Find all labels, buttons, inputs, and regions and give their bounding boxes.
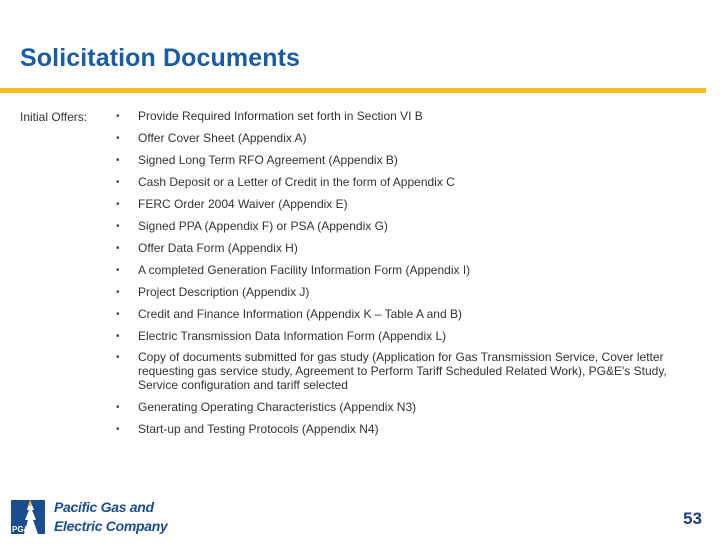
list-item-text: Project Description (Appendix J)	[138, 284, 310, 299]
list-item-text: Credit and Finance Information (Appendix K – Table A and B)	[138, 306, 462, 321]
company-name-line2: Electric Company	[54, 518, 168, 534]
pge-logo	[10, 496, 170, 540]
offer-requirements-list	[116, 110, 706, 436]
company-name-line1: Pacific Gas and	[54, 499, 154, 515]
bullet-icon: •	[116, 242, 120, 254]
bullet-icon: •	[116, 220, 120, 232]
page-number: 53	[683, 509, 702, 528]
list-item-text: Copy of documents submitted for gas study (Application for Gas Transmission Service, Cover letter requesting gas service study, Agreement to Perform Tariff Scheduled Related Work), PG&E's Study, Service configuration and tariff selected	[138, 350, 667, 392]
section-label: Initial Offers:	[20, 110, 88, 124]
list-item	[116, 401, 706, 415]
list-item	[116, 198, 706, 212]
list-item-text: Electric Transmission Data Information Form (Appendix L)	[138, 328, 447, 343]
list-item	[116, 132, 706, 146]
title-divider	[0, 88, 706, 93]
list-item-text: Offer Cover Sheet (Appendix A)	[138, 130, 307, 145]
list-item	[116, 286, 706, 300]
bullet-icon: •	[116, 111, 120, 122]
list-item-text: Signed PPA (Appendix F) or PSA (Appendix G)	[138, 218, 388, 233]
list-item-text: Start-up and Testing Protocols (Appendix N4)	[138, 421, 379, 436]
list-item	[116, 264, 706, 278]
bullet-icon: •	[116, 423, 120, 435]
bullet-icon: •	[116, 264, 120, 276]
list-item	[116, 330, 706, 344]
list-item	[116, 220, 706, 234]
list-item	[116, 423, 706, 437]
list-item	[116, 308, 706, 322]
bullet-icon: •	[116, 352, 120, 364]
list-item-text: Offer Data Form (Appendix H)	[138, 240, 298, 255]
list-item-text: A completed Generation Facility Information Form (Appendix I)	[138, 262, 471, 277]
bullet-icon: •	[116, 308, 120, 320]
list-item	[116, 110, 706, 124]
bullet-icon: •	[116, 286, 120, 298]
list-item-text: Cash Deposit or a Letter of Credit in the form of Appendix C	[138, 174, 455, 189]
list-item-text: Provide Required Information set forth in Section VI B	[138, 109, 423, 123]
svg-text:PG&E: PG&E	[12, 525, 35, 534]
bullet-icon: •	[116, 154, 120, 166]
pge-logo-icon	[10, 496, 48, 540]
list-item-text: Generating Operating Characteristics (Appendix N3)	[138, 399, 417, 414]
list-item-text: Signed Long Term RFO Agreement (Appendix B)	[138, 152, 398, 167]
list-item-text: FERC Order 2004 Waiver (Appendix E)	[138, 196, 348, 211]
list-item	[116, 154, 706, 168]
list-item	[116, 176, 706, 190]
list-item	[116, 351, 706, 392]
bullet-icon: •	[116, 198, 120, 210]
bullet-icon: •	[116, 176, 120, 188]
bullet-icon: •	[116, 330, 120, 342]
list-item	[116, 242, 706, 256]
bullet-icon: •	[116, 401, 120, 413]
company-name	[54, 498, 167, 536]
page-title: Solicitation Documents	[20, 44, 301, 72]
bullet-icon: •	[116, 132, 120, 144]
